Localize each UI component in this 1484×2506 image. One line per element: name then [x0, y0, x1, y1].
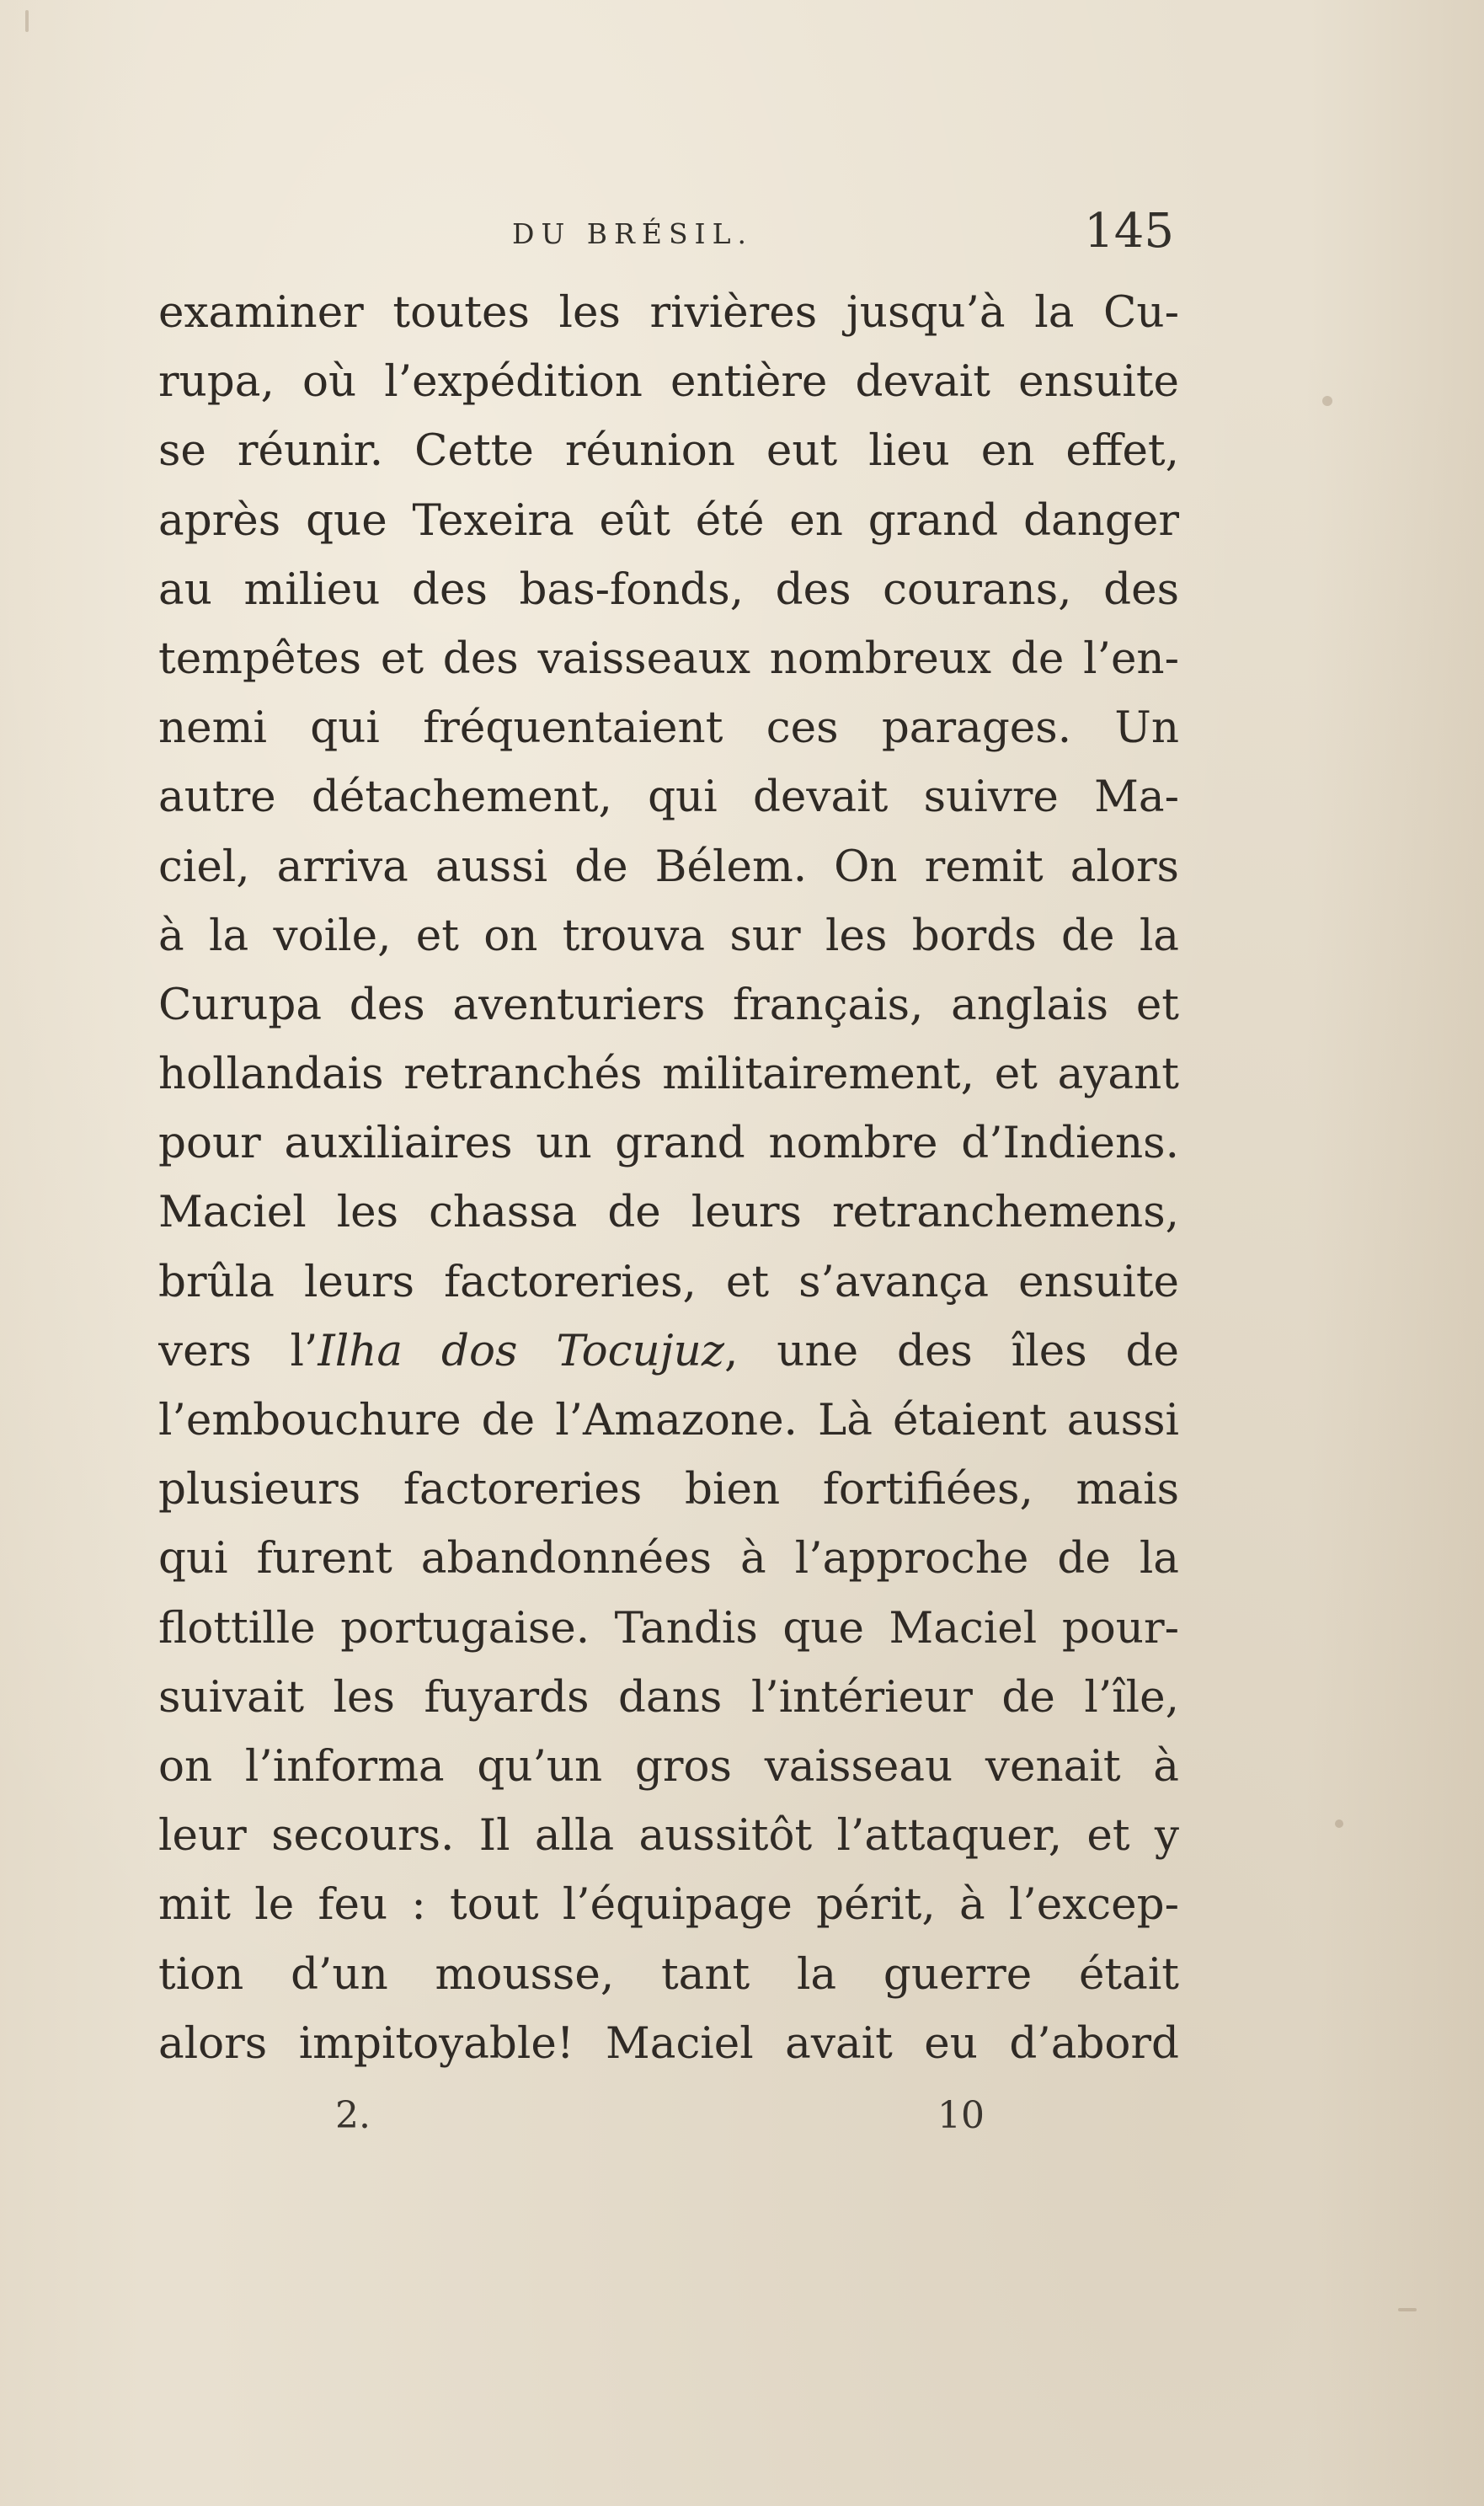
text-line: Maciel les chassa de leurs retranchemens, — [158, 1187, 1179, 1238]
text-line: ciel, arriva aussi de Bélem. On remit alors — [158, 841, 1179, 892]
text-line-with-italic — [158, 1317, 1179, 1386]
text-line: pour auxiliaires un grand nombre d’Indiens. — [158, 1118, 1179, 1169]
page-number: 145 — [1084, 204, 1174, 259]
text-line: autre détachement, qui devait suivre Ma- — [158, 772, 1179, 823]
text-line: plusieurs factoreries bien fortifiées, mais — [158, 1464, 1179, 1515]
text-line: nemi qui fréquentaient ces parages. Un — [158, 703, 1179, 754]
place-name-italic: Ilha dos Tocujuz — [318, 1325, 724, 1376]
running-head: DU BRÉSIL. — [512, 217, 753, 250]
text-line: à la voile, et on trouva sur les bords de la — [158, 910, 1179, 961]
paper-stain — [1322, 396, 1332, 406]
page-header — [158, 200, 1179, 268]
text-line: qui furent abandonnées à l’approche de la — [158, 1533, 1179, 1584]
text-line: hollandais retranchés militairement, et ayant — [158, 1049, 1179, 1100]
text-line: tempêtes et des vaisseaux nombreux de l’en- — [158, 633, 1179, 684]
text-line: leur secours. Il alla aussitôt l’attaquer, et y — [158, 1810, 1179, 1862]
text-line: on l’informa qu’un gros vaisseau venait à — [158, 1740, 1179, 1792]
text-line: mit le feu : tout l’équipage périt, à l’excep- — [158, 1879, 1179, 1931]
page-footer — [158, 2087, 1179, 2146]
body-text — [158, 278, 1179, 2078]
text-line: Curupa des aventuriers français, anglais et — [158, 979, 1179, 1030]
text-line: brûla leurs factoreries, et s’avança ensuite — [158, 1256, 1179, 1307]
text-line: rupa, où l’expédition entière devait ensuite — [158, 356, 1179, 408]
line-prefix: vers l’ — [158, 1325, 318, 1376]
paper-stain — [1335, 1819, 1343, 1828]
paper-stain — [1398, 2308, 1417, 2311]
text-line: flottille portugaise. Tandis que Maciel pour- — [158, 1602, 1179, 1654]
text-line: tion d’un mousse, tant la guerre était — [158, 1948, 1179, 2000]
text-line: alors impitoyable! Maciel avait eu d’abord — [158, 2017, 1179, 2069]
text-line: suivait les fuyards dans l’intérieur de l’île, — [158, 1671, 1179, 1723]
text-line: au milieu des bas-fonds, des courans, des — [158, 564, 1179, 615]
text-line: se réunir. Cette réunion eut lieu en effet, — [158, 425, 1179, 477]
text-line: examiner toutes les rivières jusqu’à la Cu- — [158, 287, 1179, 338]
paper-stain — [25, 10, 29, 32]
text-line: après que Texeira eût été en grand danger — [158, 494, 1179, 546]
text-line: l’embouchure de l’Amazone. Là étaient aussi — [158, 1395, 1179, 1445]
line-suffix: , une des îles de — [723, 1325, 1179, 1376]
signature-mark: 2. — [335, 2094, 371, 2137]
gathering-mark: 10 — [937, 2094, 985, 2137]
